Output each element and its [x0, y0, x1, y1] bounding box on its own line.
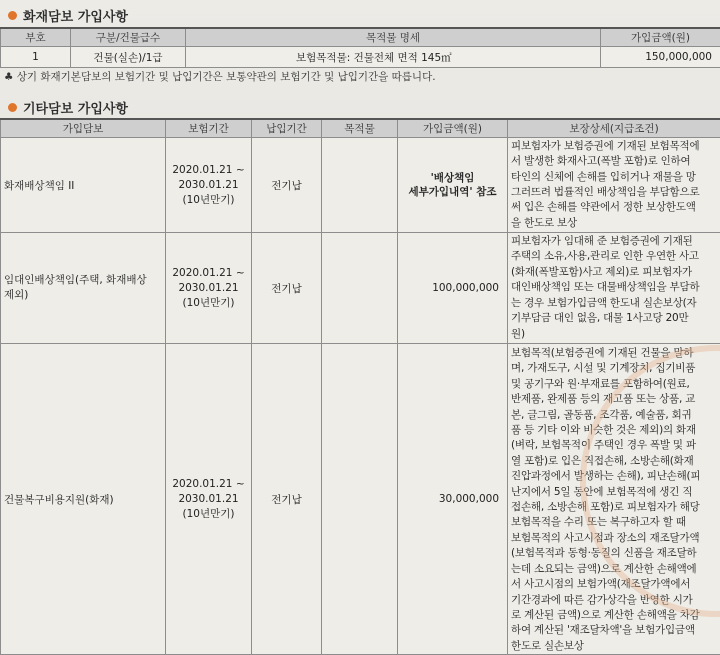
header-category: 구분/건물급수 [71, 28, 186, 47]
header-amount: 가입금액(원) [601, 28, 720, 47]
cell-amount: 150,000,000 [601, 47, 720, 68]
cell-detail: 피보험자가 보험증권에 기재된 보험목적에 서 발생한 화재사고(폭발 포함)로 인하여 타인의 신체에 손해를 입히거나 재물을 망 그러뜨려 법률적인 배상책임을 부담함으로 써 입은 손해를 약관에서 정한 보상한도액 을 한도로 보상 [508, 138, 720, 233]
cell-coverage: 임대인배상책임(주택, 화재배상 제외) [1, 233, 166, 344]
cell-description: 보험목적물: 건물전체 면적 145㎡ [186, 47, 601, 68]
bullet-icon [8, 11, 17, 20]
table-row [1, 138, 720, 233]
cell-amount: '배상책임 세부가입내역' 참조 [398, 138, 508, 233]
cell-payment: 전기납 [252, 138, 322, 233]
cell-detail: 피보험자가 임대해 준 보험증권에 기재된 주택의 소유,사용,관리로 인한 우연한 사고 (화재(폭발포함)사고 제외)로 피보험자가 대인배상책임 또는 대물배상책임을 부담하 는 경우 보험가입금액 한도내 실손보상(자 기부담금 대인 없음, 대물 1사고당 20만 원) [508, 233, 720, 344]
table-row [1, 233, 720, 344]
cell-object [322, 344, 398, 655]
other-coverage-table [0, 118, 720, 655]
header-payment: 납입기간 [252, 119, 322, 138]
cell-period: 2020.01.21 ~ 2030.01.21 (10년만기) [166, 344, 252, 655]
table-row [1, 47, 720, 68]
cell-amount: 100,000,000 [398, 233, 508, 344]
cell-payment: 전기납 [252, 344, 322, 655]
cell-category: 건물(실손)/1급 [71, 47, 186, 68]
cell-object [322, 233, 398, 344]
cell-amount: 30,000,000 [398, 344, 508, 655]
coverage-note: ♣ 상기 화재기본담보의 보험기간 및 납입기간은 보통약관의 보험기간 및 납입기간을 따릅니다. [4, 69, 436, 84]
header-period: 보험기간 [166, 119, 252, 138]
fire-coverage-table [0, 27, 720, 68]
table-header-row [1, 28, 720, 47]
cell-code: 1 [1, 47, 71, 68]
cell-payment: 전기납 [252, 233, 322, 344]
cell-period: 2020.01.21 ~ 2030.01.21 (10년만기) [166, 138, 252, 233]
table-row [1, 344, 720, 655]
header-description: 목적물 명세 [186, 28, 601, 47]
section-title-other [8, 98, 128, 117]
section-title-other-text: 기타담보 가입사항 [23, 98, 128, 117]
header-coverage: 가입담보 [1, 119, 166, 138]
header-code: 부호 [1, 28, 71, 47]
cell-coverage: 건물복구비용지원(화재) [1, 344, 166, 655]
cell-object [322, 138, 398, 233]
header-detail: 보장상세(지급조건) [508, 119, 720, 138]
cell-period: 2020.01.21 ~ 2030.01.21 (10년만기) [166, 233, 252, 344]
header-object: 목적물 [322, 119, 398, 138]
cell-coverage: 화재배상책임 II [1, 138, 166, 233]
bullet-icon [8, 103, 17, 112]
section-title-fire-text: 화재담보 가입사항 [23, 6, 128, 25]
section-title-fire [8, 6, 128, 25]
cell-detail: 보험목적(보험증권에 기재된 건물을 말하 며, 가재도구, 시설 및 기계장치, 집기비품 및 공기구와 원·부재료를 포함하여(원료, 반제품, 완제품 등의 재고품 또는 상품, 교 본, 글그림, 골동품, 조각품, 예술품, 회귀 품 등 기타 이와 비슷한 것은 제외)의 화재 (벼락, 보험목적이 주택인 경우 폭발 및 파 열 포함)로 입은 직접손해, 소방손해(화재 진압과정에서 발생하는 손해), 피난손해(피 난지에서 5일 동안에 보험목적에 생긴 직 접손해, 소방손해 포함)로 피보험자가 해당 보험목적을 수리 또는 복구하고자 할 때 보험목적의 사고시점과 장소의 재조달가액 (보험목적과 동형·동질의 신품을 재조달하 는데 소요되는 금액)으로 계산한 손해액에 서 사고시점의 보험가액(재조달가액에서 기간경과에 따른 감가상각을 반영한 시가 로 계산된 금액)으로 계산한 손해액을 차감 하여 계산된 '재조달차액'을 보험가입금액 한도로 실손보상 [508, 344, 720, 655]
header-amount: 가입금액(원) [398, 119, 508, 138]
table-header-row [1, 119, 720, 138]
